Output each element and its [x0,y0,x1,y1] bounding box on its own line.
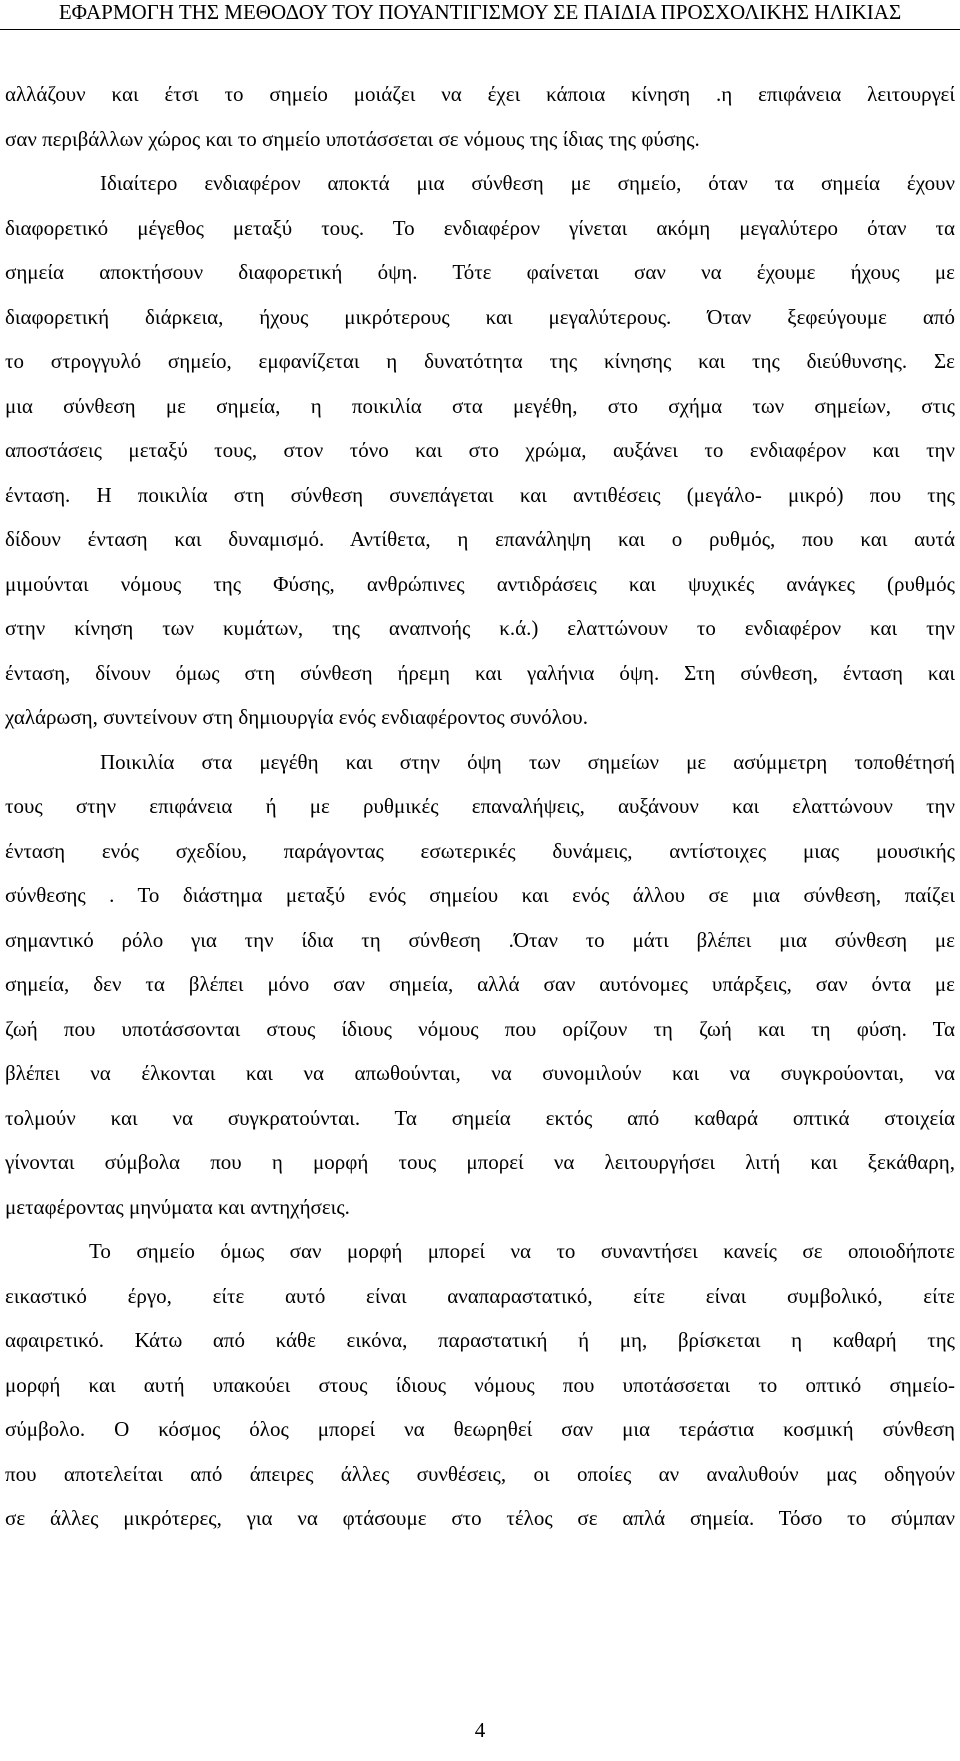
text-line: τολμούν και να συγκρατούνται. Τα σημεία εκτός από καθαρά οπτικά στοιχεία [5,1105,955,1130]
text-line: που αποτελείται από άπειρες άλλες συνθέσεις, οι οποίες αν αναλυθούν μας οδηγούν [5,1461,955,1486]
text-line: χαλάρωση, συντείνουν στη δημιουργία ενός ενδιαφέροντος συνόλου. [5,705,588,729]
text-line: σε άλλες μικρότερες, για να φτάσουμε στο τέλος σε απλά σημεία. Τόσο το σύμπαν [5,1506,955,1530]
text-line: ένταση ενός σχεδίου, παράγοντας εσωτερικές δυνάμεις, αντίστοιχες μιας μουσικής [5,838,955,863]
text-line: τους στην επιφάνεια ή με ρυθμικές επαναλήψεις, αυξάνουν και ελαττώνουν την [5,794,955,818]
text-line: σημεία, δεν τα βλέπει μόνο σαν σημεία, αλλά σαν αυτόνομες υπάρξεις, σαν όντα με [5,972,955,996]
text-line: σύνθεσης . Το διάστημα μεταξύ ενός σημείου και ενός άλλου σε μια σύνθεση, παίζει [5,883,955,907]
text-line: εικαστικό έργο, είτε αυτό είναι αναπαραστατικό, είτε είναι συμβολικό, είτε [5,1283,955,1308]
text-line: γίνονται σύμβολα που η μορφή τους μπορεί να λειτουργήσει λιτή και ξεκάθαρη, [5,1150,955,1174]
text-line: μιμούνται νόμους της Φύσης, ανθρώπινες αντιδράσεις και ψυχικές ανάγκες (ρυθμός [5,571,955,596]
text-line: δίδουν ένταση και δυναμισμό. Αντίθετα, η επανάληψη και ο ρυθμός, που και αυτά [5,527,955,551]
text-line: διαφορετική διάρκεια, ήχους μικρότερους και μεγαλύτερους. Όταν ξεφεύγουμε από [5,304,955,329]
text-line: ένταση. Η ποικιλία στη σύνθεση συνεπάγεται και αντιθέσεις (μεγάλο- μικρό) που της [5,482,955,507]
header-divider [0,29,960,30]
text-line: αφαιρετικό. Κάτω από κάθε εικόνα, παραστατική ή μη, βρίσκεται η καθαρή της [5,1328,955,1352]
body-text [5,72,955,1541]
text-line: σημεία αποκτήσουν διαφορετική όψη. Τότε φαίνεται σαν να έχουμε ήχους με [5,260,955,284]
text-line: μια σύνθεση με σημεία, η ποικιλία στα μεγέθη, στο σχήμα των σημείων, στις [5,393,955,418]
text-line: στην κίνηση των κυμάτων, της αναπνοής κ.ά.) ελαττώνουν το ενδιαφέρον και την [5,616,955,640]
text-line: βλέπει να έλκονται και να απωθούνται, να συνομιλούν και να συγκρούονται, να [5,1061,955,1085]
page-number: 4 [474,1718,486,1742]
text-line: Ποικιλία στα μεγέθη και στην όψη των σημείων με ασύμμετρη τοποθέτησή [100,749,955,774]
text-line: σαν περιβάλλων χώρος και το σημείο υποτάσσεται σε νόμους της ίδιας της φύσης. [5,126,700,151]
text-line: αποστάσεις μεταξύ τους, στον τόνο και στο χρώμα, αυξάνει το ενδιαφέρον και την [5,438,955,462]
text-line: διαφορετικό μέγεθος μεταξύ τους. Το ενδιαφέρον γίνεται ακόμη μεγαλύτερο όταν τα [5,215,955,240]
text-line: το στρογγυλό σημείο, εμφανίζεται η δυνατότητα της κίνησης και της διεύθυνσης. Σε [5,349,955,373]
text-line: σύμβολο. Ο κόσμος όλος μπορεί να θεωρηθεί σαν μια τεράστια κοσμική σύνθεση [5,1417,955,1441]
text-line: Ιδιαίτερο ενδιαφέρον αποκτά μια σύνθεση με σημείο, όταν τα σημεία έχουν [100,171,955,195]
text-line: μορφή και αυτή υπακούει στους ίδιους νόμους που υποτάσσεται το οπτικό σημείο- [5,1372,955,1397]
running-header: ΕΦΑΡΜΟΓΗ ΤΗΣ ΜΕΘΟΔΟΥ ΤΟΥ ΠΟΥΑΝΤΙΓΙΣΜΟΥ ΣΕ ΠΑΙΔΙΑ ΠΡΟΣΧΟΛΙΚΗΣ ΗΛΙΚΙΑΣ [58,0,902,24]
text-line: σημαντικό ρόλο για την ίδια τη σύνθεση .Όταν το μάτι βλέπει μια σύνθεση με [5,927,955,952]
text-line: αλλάζουν και έτσι το σημείο μοιάζει να έχει κάποια κίνηση .η επιφάνεια λειτουργεί [5,82,955,106]
text-line: μεταφέροντας μηνύματα και αντηχήσεις. [5,1194,350,1219]
text-line: ζωή που υποτάσσονται στους ίδιους νόμους που ορίζουν τη ζωή και τη φύση. Τα [5,1016,955,1041]
text-line: ένταση, δίνουν όμως στη σύνθεση ήρεμη και γαλήνια όψη. Στη σύνθεση, ένταση και [5,660,955,685]
text-line: Το σημείο όμως σαν μορφή μπορεί να το συναντήσει κανείς σε οποιοδήποτε [89,1239,955,1263]
